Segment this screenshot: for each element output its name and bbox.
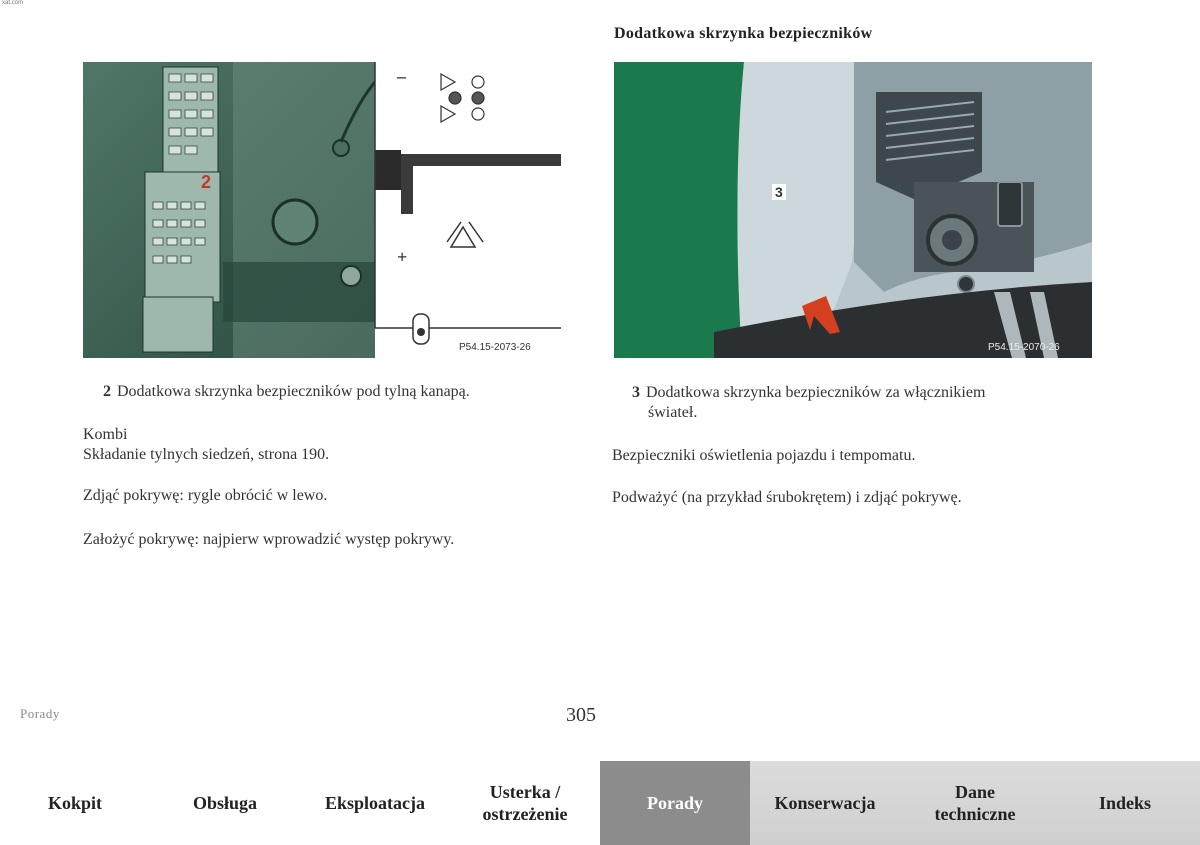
left-figure-minus-sign: – (397, 66, 406, 86)
page-number: 305 (566, 704, 596, 726)
dashboard-fusebox-figure (614, 62, 1092, 358)
left-figure-callout: 2 (201, 172, 212, 192)
nav-tab-usterka[interactable]: Usterka / ostrzeżenie (482, 782, 568, 824)
chapter-nav-bar (0, 761, 1200, 845)
right-body-fuses-info: Bezpieczniki oświetlenia pojazdu i tempomatu. (612, 447, 916, 464)
nav-tab-porady[interactable]: Porady (600, 761, 750, 845)
rear-fusebox-illustration (83, 62, 561, 358)
caption-number: 3 (632, 384, 640, 401)
caption-text: Dodatkowa skrzynka bezpieczników pod tylną kanapą. (117, 383, 470, 400)
nav-tab-indeks[interactable]: Indeks (1050, 761, 1200, 845)
nav-tab-eksploatacja[interactable]: Eksploatacja (324, 793, 425, 813)
watermark: xat.com (2, 0, 24, 6)
left-figure-caption (103, 382, 470, 402)
nav-tab-dane-techniczne[interactable]: Dane techniczne (900, 761, 1050, 845)
nav-tab-kokpit[interactable]: Kokpit (47, 793, 103, 813)
left-figure-code: P54.15-2073-26 (459, 342, 531, 353)
footer-section-label: Porady (20, 706, 60, 721)
left-body-kombi: Kombi (83, 426, 128, 443)
nav-tab-konserwacja[interactable]: Konserwacja (750, 761, 900, 845)
caption-number: 2 (103, 383, 111, 400)
right-figure-code: P54.15-2070-26 (988, 342, 1060, 353)
right-figure-caption (632, 383, 985, 423)
right-figure-callout: 3 (772, 184, 786, 200)
caption-line1: Dodatkowa skrzynka bezpieczników za włącznikiem (646, 384, 986, 401)
section-heading: Dodatkowa skrzynka bezpieczników (614, 25, 873, 42)
caption-line2: świateł. (648, 404, 698, 421)
left-body-fold-seats: Składanie tylnych siedzeń, strona 190. (83, 446, 330, 463)
left-figure-plus-sign: + (397, 247, 408, 267)
right-body-remove-cover: Podważyć (na przykład śrubokrętem) i zdjąć pokrywę. (612, 489, 962, 506)
rear-fusebox-figure (83, 62, 561, 358)
left-body-remove-cover: Zdjąć pokrywę: rygle obrócić w lewo. (83, 487, 328, 504)
dashboard-fusebox-photo (614, 62, 1092, 358)
left-body-install-cover: Założyć pokrywę: najpierw wprowadzić występ pokrywy. (83, 531, 455, 548)
nav-tab-obsluga[interactable]: Obsługa (192, 793, 258, 813)
